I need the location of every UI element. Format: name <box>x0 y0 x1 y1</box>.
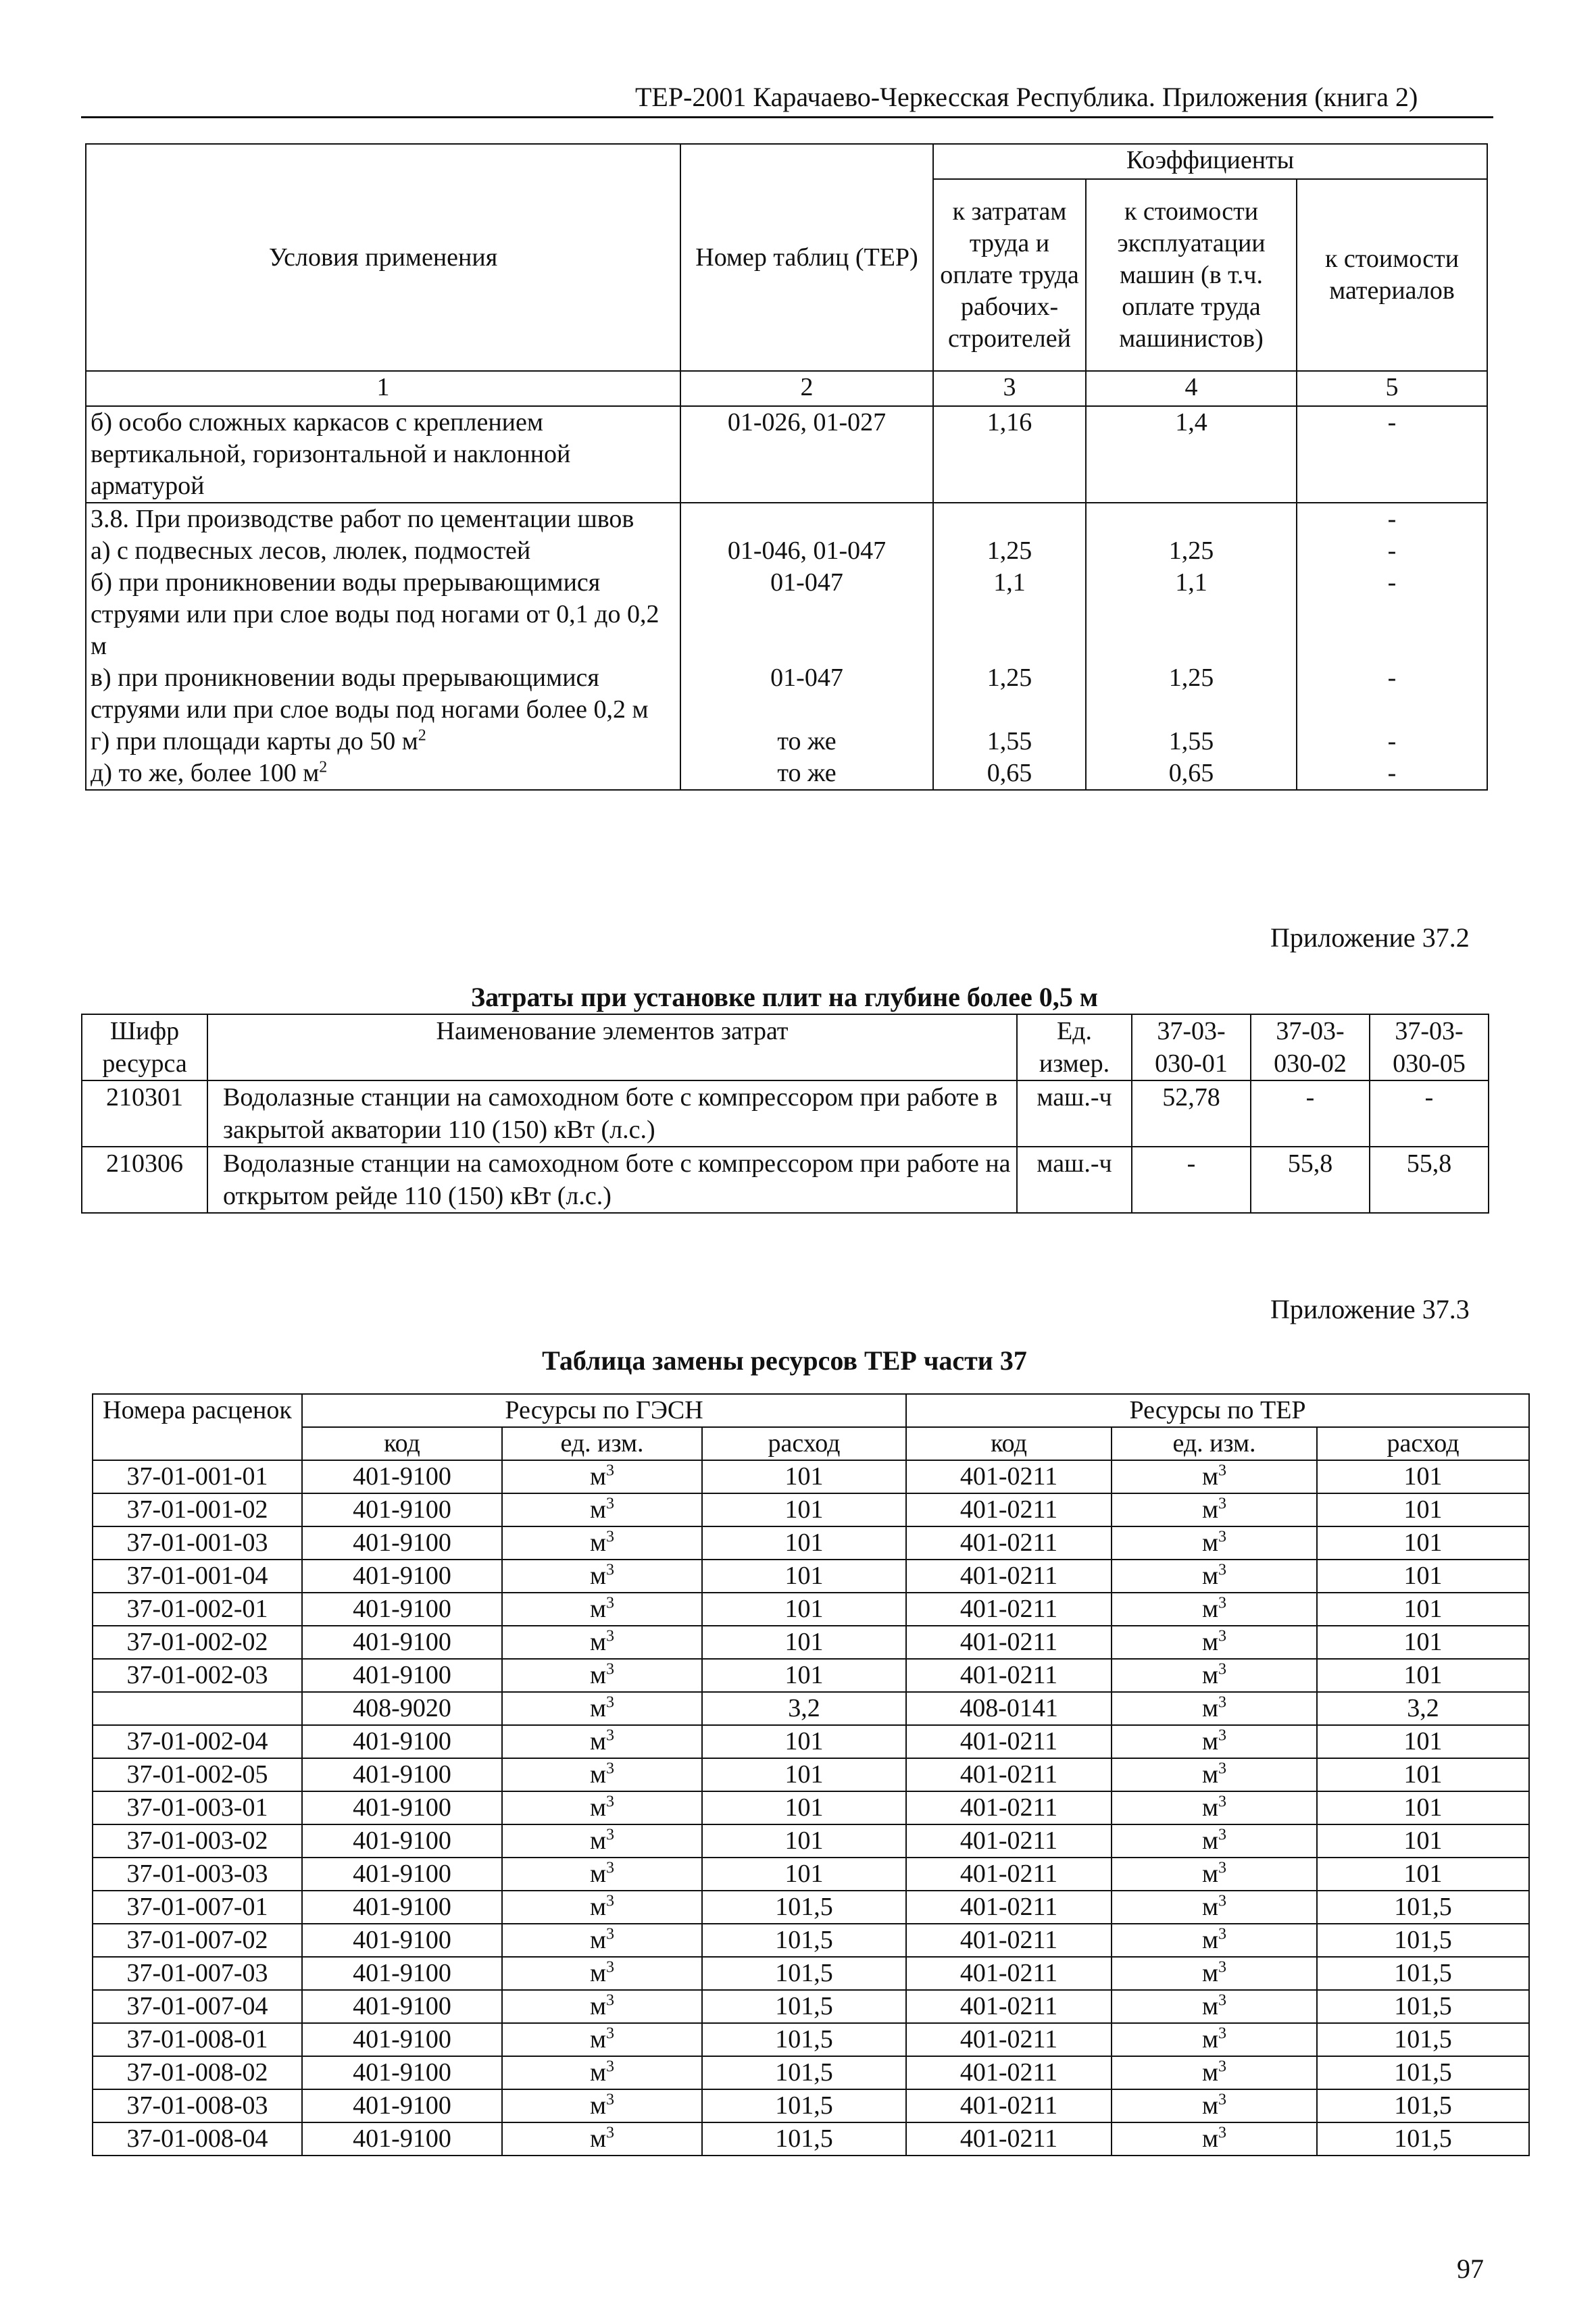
unit-cell: $м^3$ <box>502 1924 702 1957</box>
table-row: 210301 Водолазные станции на самоходном боте с компрессором при работе в закрытой акватории 110 (150) кВт (л.с.) маш.-ч 52,78 - - <box>82 1080 1489 1147</box>
coefficients-table <box>85 143 1488 791</box>
table-row: 37-01-003-03 401-9100 $м^3$ 101 401-0211 $м^3$ 101 <box>93 1858 1529 1891</box>
unit-cell: $м^3$ <box>1112 1791 1317 1824</box>
table-row: д) то же, более 100 $м^2$ то же 0,65 0,65 - <box>86 757 1487 790</box>
t1-head-coefficients: Коэффициенты <box>933 144 1487 179</box>
unit-cell: $м^3$ <box>1112 1824 1317 1858</box>
t1-head-materials: к стоимости материалов <box>1297 179 1487 371</box>
unit-cell: $м^3$ <box>502 1526 702 1560</box>
table-row: г) при площади карты до 50 $м^2$ то же 1,55 1,55 - <box>86 726 1487 757</box>
unit-cell: $м^3$ <box>1112 2056 1317 2089</box>
unit-cell: $м^3$ <box>1112 1493 1317 1526</box>
unit-cell: $м^3$ <box>1112 1758 1317 1791</box>
unit-cell: $м^3$ <box>502 1891 702 1924</box>
table-row: 37-01-001-04 401-9100 $м^3$ 101 401-0211 $м^3$ 101 <box>93 1560 1529 1593</box>
table-row: 37-01-008-03 401-9100 $м^3$ 101,5 401-0211 $м^3$ 101,5 <box>93 2089 1529 2122</box>
table-row: 37-01-001-02 401-9100 $м^3$ 101 401-0211 $м^3$ 101 <box>93 1493 1529 1526</box>
unit-cell: $м^3$ <box>1112 1526 1317 1560</box>
unit-cell: $м^3$ <box>502 1858 702 1891</box>
t1-head-conditions: Условия применения <box>86 144 680 371</box>
unit-cell: $м^3$ <box>1112 1659 1317 1692</box>
unit-cell: $м^3$ <box>1112 2023 1317 2056</box>
t1-head-table-no: Номер таблиц (ТЕР) <box>680 144 933 371</box>
t1-colnum: 3 <box>933 371 1086 406</box>
unit-cell: $м^3$ <box>502 2023 702 2056</box>
table-row: 37-01-002-01 401-9100 $м^3$ 101 401-0211 $м^3$ 101 <box>93 1593 1529 1626</box>
page-number: 97 <box>1457 2254 1484 2284</box>
table-row: 37-01-008-04 401-9100 $м^3$ 101,5 401-0211 $м^3$ 101,5 <box>93 2122 1529 2156</box>
table-row: 37-01-008-01 401-9100 $м^3$ 101,5 401-0211 $м^3$ 101,5 <box>93 2023 1529 2056</box>
t1-colnum: 2 <box>680 371 933 406</box>
unit-cell: $м^3$ <box>1112 1692 1317 1725</box>
table-row: 37-01-008-02 401-9100 $м^3$ 101,5 401-0211 $м^3$ 101,5 <box>93 2056 1529 2089</box>
table-row: а) с подвесных лесов, люлек, подмостей 01-046, 01-047 1,25 1,25 - <box>86 535 1487 567</box>
unit-cell: $м^3$ <box>1112 1593 1317 1626</box>
table-row: 37-01-002-03 401-9100 $м^3$ 101 401-0211 $м^3$ 101 <box>93 1659 1529 1692</box>
unit-cell: $м^3$ <box>502 1626 702 1659</box>
unit-cell: $м^3$ <box>502 1593 702 1626</box>
appendix-37-2-label: Приложение 37.2 <box>1270 922 1470 953</box>
unit-cell: $м^3$ <box>1112 2122 1317 2156</box>
unit-cell: $м^3$ <box>502 2056 702 2089</box>
table-row: 37-01-007-02 401-9100 $м^3$ 101,5 401-0211 $м^3$ 101,5 <box>93 1924 1529 1957</box>
table-row: 37-01-007-04 401-9100 $м^3$ 101,5 401-0211 $м^3$ 101,5 <box>93 1990 1529 2023</box>
unit-cell: $м^3$ <box>502 1957 702 1990</box>
unit-cell: $м^3$ <box>502 1990 702 2023</box>
appendix-37-2-title: Затраты при установке плит на глубине более 0,5 м <box>470 982 1099 1012</box>
page-header: ТЕР-2001 Карачаево-Черкесская Республика. Приложения (книга 2) <box>635 82 1418 112</box>
unit-cell: $м^3$ <box>1112 1990 1317 2023</box>
table-row: 37-01-003-02 401-9100 $м^3$ 101 401-0211 $м^3$ 101 <box>93 1824 1529 1858</box>
unit-cell: $м^3$ <box>502 1493 702 1526</box>
header-rule <box>81 116 1493 118</box>
unit-cell: $м^3$ <box>502 1659 702 1692</box>
unit-cell: $м^3$ <box>1112 1560 1317 1593</box>
t1-colnum: 4 <box>1086 371 1297 406</box>
unit-cell: $м^3$ <box>1112 1957 1317 1990</box>
unit-cell: $м^3$ <box>502 2122 702 2156</box>
unit-cell: $м^3$ <box>1112 1858 1317 1891</box>
table-row: 37-01-002-02 401-9100 $м^3$ 101 401-0211 $м^3$ 101 <box>93 1626 1529 1659</box>
unit-cell: $м^3$ <box>502 2089 702 2122</box>
t1-head-machines: к стоимости эксплуатации машин (в т.ч. оплате труда машинистов) <box>1086 179 1297 371</box>
unit-cell: $м^3$ <box>502 1725 702 1758</box>
table-row: 3.8. При производстве работ по цементации швов - <box>86 503 1487 535</box>
unit-cell: $м^3$ <box>502 1758 702 1791</box>
unit-cell: $м^3$ <box>502 1460 702 1493</box>
unit-cell: $м^3$ <box>502 1692 702 1725</box>
unit-cell: $м^3$ <box>1112 1725 1317 1758</box>
resource-replacement-table: Номера расценок Ресурсы по ГЭСН Ресурсы по ТЕР код ед. изм. расход код ед. изм. расход 37-01-001-01 401-9100 $м^3$ 101 401-0211 $м^3$ 101 37-01-001-02 401-9100 $м^3$ 101 401-0211 $м^3$ 101 37-01-001-03 401-9100 $м^3$ 101 401-0211 $м^3$ 101 37-01-001-04 401-9100 $м^3$ 101 401-0211 $м^3$ 101 37-01-002-01 401-9100 $м^3$ 101 401-0211 $м^3$ 101 37-01-002-02 401-9100 $м^3$ 101 401-0211 $м^3$ 101 37-01-002-03 401-9100 $м^3$ 101 401-0211 $м^3$ 101 408-9020 $м^3$ 3,2 408-0141 $м^3$ 3,2 37-01-002-04 401-9100 $м^3$ 101 401-0211 $м^3$ 101 37-01-002-05 401-9100 $м^3$ 101 401-0211 $м^3$ 101 37-01-003-01 401-9100 $м^3$ 101 401-0211 $м^3$ 101 37-01-003-02 401-9100 $м^3$ 101 401-0211 $м^3$ 101 37-01-003-03 401-9100 $м^3$ 101 401-0211 $м^3$ 101 37-01-007-01 401-9100 $м^3$ 101,5 401-0211 $м^3$ 101,5 37-01-007-02 401-9100 $м^3$ 101,5 401-0211 $м^3$ 101,5 37-01-007-03 401-9100 $м^3$ 101,5 401-0211 $м^3$ 101,5 37-01-007-04 401-9100 $м^3$ 101,5 401-0211 $м^3$ 101,5 37-01-008-01 401-9100 $м^3$ 101,5 401-0211 $м^3$ 101,5 37-01-008-02 401-9100 $м^3$ 101,5 401-0211 $м^3$ 101,5 37-01-008-03 401-9100 $м^3$ 101,5 401-0211 $м^3$ 101,5 37-01-008-04 401-9100 $м^3$ 101,5 401-0211 $м^3$ 101,5 <box>92 1393 1530 2156</box>
table-row: 37-01-001-01 401-9100 $м^3$ 101 401-0211 $м^3$ 101 <box>93 1460 1529 1493</box>
table-row: 37-01-003-01 401-9100 $м^3$ 101 401-0211 $м^3$ 101 <box>93 1791 1529 1824</box>
table-row: в) при проникновении воды прерывающимися струями или при слое воды под ногами более 0,2 м 01-047 1,25 1,25 - <box>86 662 1487 726</box>
appendix-37-3-label: Приложение 37.3 <box>1270 1294 1470 1324</box>
costs-table: Шифр ресурса Наименование элементов затрат Ед. измер. 37-03-030-01 37-03-030-02 37-03-030-05 210301 Водолазные станции на самоходном боте с компрессором при работе в закрытой акватории 110 (150) кВт (л.с.) маш.-ч 52,78 - - 210306 Водолазные станции на самоходном боте с компрессором при работе на открытом рейде 110 (150) кВт (л.с.) маш.-ч - 55,8 55,8 <box>81 1014 1489 1214</box>
unit-cell: $м^3$ <box>1112 1460 1317 1493</box>
unit-cell: $м^3$ <box>1112 1626 1317 1659</box>
table-row: 37-01-002-04 401-9100 $м^3$ 101 401-0211 $м^3$ 101 <box>93 1725 1529 1758</box>
table-row: 37-01-002-05 401-9100 $м^3$ 101 401-0211 $м^3$ 101 <box>93 1758 1529 1791</box>
unit-cell: $м^3$ <box>502 1824 702 1858</box>
table-row: 37-01-001-03 401-9100 $м^3$ 101 401-0211 $м^3$ 101 <box>93 1526 1529 1560</box>
unit-cell: $м^3$ <box>1112 2089 1317 2122</box>
t1-colnum: 5 <box>1297 371 1487 406</box>
unit-cell: $м^3$ <box>502 1560 702 1593</box>
t1-colnum: 1 <box>86 371 680 406</box>
t1-head-labor: к затратам труда и оплате труда рабочих-строителей <box>933 179 1086 371</box>
table-row: 408-9020 $м^3$ 3,2 408-0141 $м^3$ 3,2 <box>93 1692 1529 1725</box>
table-row: 37-01-007-01 401-9100 $м^3$ 101,5 401-0211 $м^3$ 101,5 <box>93 1891 1529 1924</box>
table-row: б) особо сложных каркасов с креплением вертикальной, горизонтальной и наклонной арматурой 01-026, 01-027 1,16 1,4 - <box>86 406 1487 503</box>
table-row: 210306 Водолазные станции на самоходном боте с компрессором при работе на открытом рейде 110 (150) кВт (л.с.) маш.-ч - 55,8 55,8 <box>82 1147 1489 1213</box>
table-row: б) при проникновении воды прерывающимися струями или при слое воды под ногами от 0,1 до 0,2 м 01-047 1,1 1,1 - <box>86 567 1487 662</box>
unit-cell: $м^3$ <box>1112 1924 1317 1957</box>
table-row: 37-01-007-03 401-9100 $м^3$ 101,5 401-0211 $м^3$ 101,5 <box>93 1957 1529 1990</box>
unit-cell: $м^3$ <box>1112 1891 1317 1924</box>
unit-cell: $м^3$ <box>502 1791 702 1824</box>
appendix-37-3-title: Таблица замены ресурсов ТЕР части 37 <box>542 1345 1027 1376</box>
